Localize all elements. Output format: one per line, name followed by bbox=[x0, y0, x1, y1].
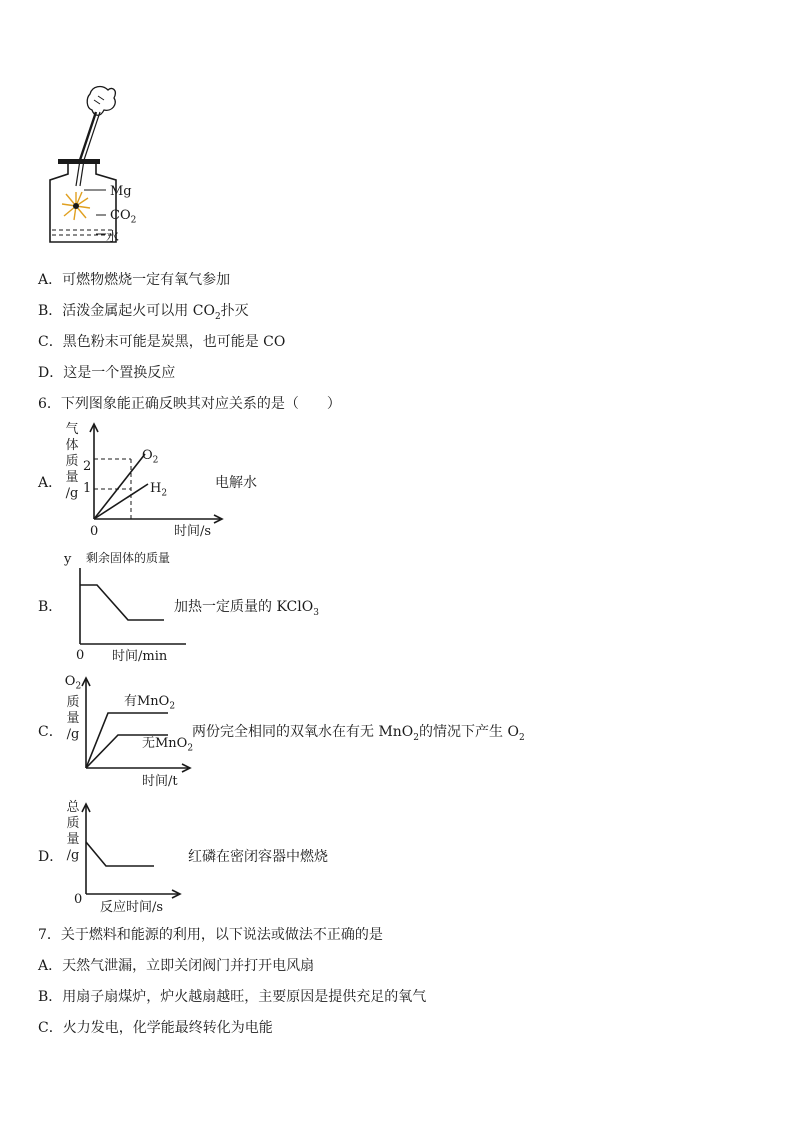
q6-option-b-letter: B． bbox=[38, 599, 63, 615]
q6-option-c-letter: C． bbox=[38, 724, 63, 740]
q6-chart-a-ytick-2: 2 bbox=[83, 459, 92, 474]
q6-chart-c-xlabel: 时间/t bbox=[142, 774, 178, 789]
q6-option-d-caption: 红磷在密闭容器中燃烧 bbox=[188, 849, 328, 865]
q6-chart-a-ytick-1: 1 bbox=[83, 481, 92, 496]
q7-stem: 7．关于燃料和能源的利用，以下说法或做法不正确的是 bbox=[38, 927, 383, 943]
q6-chart-b-origin: 0 bbox=[76, 648, 85, 663]
q6-chart-d-xlabel: 反应时间/s bbox=[100, 900, 164, 915]
q6-chart-a-o2-line bbox=[94, 454, 145, 519]
q6-option-b-caption: 加热一定质量的 KClO$_3$ bbox=[174, 599, 319, 618]
q6-chart-b-curve bbox=[80, 585, 164, 620]
q6-chart-c-ylabel: $O_2$ 质 量 /g bbox=[64, 674, 82, 742]
q6-chart-b-title: 剩余固体的质量 bbox=[86, 551, 171, 565]
q6-chart-d-origin: 0 bbox=[74, 892, 83, 907]
q6-chart-d-curve bbox=[86, 842, 154, 866]
mg-label: Mg bbox=[110, 184, 132, 199]
q7-option-a: A．天然气泄漏，立即关闭阀门并打开电风扇 bbox=[38, 958, 315, 974]
mg-co2-apparatus-figure bbox=[40, 82, 200, 252]
q7-option-c: C．火力发电，化学能最终转化为电能 bbox=[38, 1020, 273, 1036]
q6-chart-b-ylabel: y bbox=[64, 552, 72, 567]
q6-option-a-caption: 电解水 bbox=[215, 475, 257, 491]
q5-option-c: C．黑色粉末可能是炭黑，也可能是 CO bbox=[38, 334, 286, 350]
q7-option-b: B．用扇子扇煤炉，炉火越扇越旺，主要原因是提供充足的氧气 bbox=[38, 989, 427, 1005]
q6-chart-d-ylabel: 总 质 量 /g bbox=[66, 800, 80, 863]
q6-chart-b-xlabel: 时间/min bbox=[112, 649, 168, 664]
q5-option-d: D．这是一个置换反应 bbox=[38, 365, 176, 381]
q6-chart-c-without-mno2-label: 无MnO$_2$ bbox=[142, 736, 194, 754]
q5-option-b: B．活泼金属起火可以用 $CO_2$扑灭 bbox=[38, 303, 249, 322]
q6-chart-a-origin: 0 bbox=[90, 524, 99, 539]
water-label: 水 bbox=[106, 230, 120, 245]
q6-chart-a-xlabel: 时间/s bbox=[174, 524, 212, 539]
co2-label: $CO_2$ bbox=[110, 208, 137, 226]
q6-option-c-caption: 两份完全相同的双氧水在有无 MnO$_2$的情况下产生 $O_2$ bbox=[192, 724, 525, 743]
q6-chart-a-o2-label: $O_2$ bbox=[142, 448, 159, 466]
q6-option-d-letter: D． bbox=[38, 849, 64, 865]
q6-option-a-letter: A． bbox=[38, 475, 63, 491]
q6-stem: 6．下列图象能正确反映其对应关系的是（ ） bbox=[38, 396, 341, 412]
q6-chart-a-ylabel: 气 体 质 量 /g bbox=[65, 422, 79, 501]
q6-chart-a-h2-label: $H_2$ bbox=[150, 481, 168, 499]
q5-option-a: A．可燃物燃烧一定有氧气参加 bbox=[38, 272, 231, 288]
q6-chart-c-with-mno2-label: 有MnO$_2$ bbox=[124, 694, 176, 712]
